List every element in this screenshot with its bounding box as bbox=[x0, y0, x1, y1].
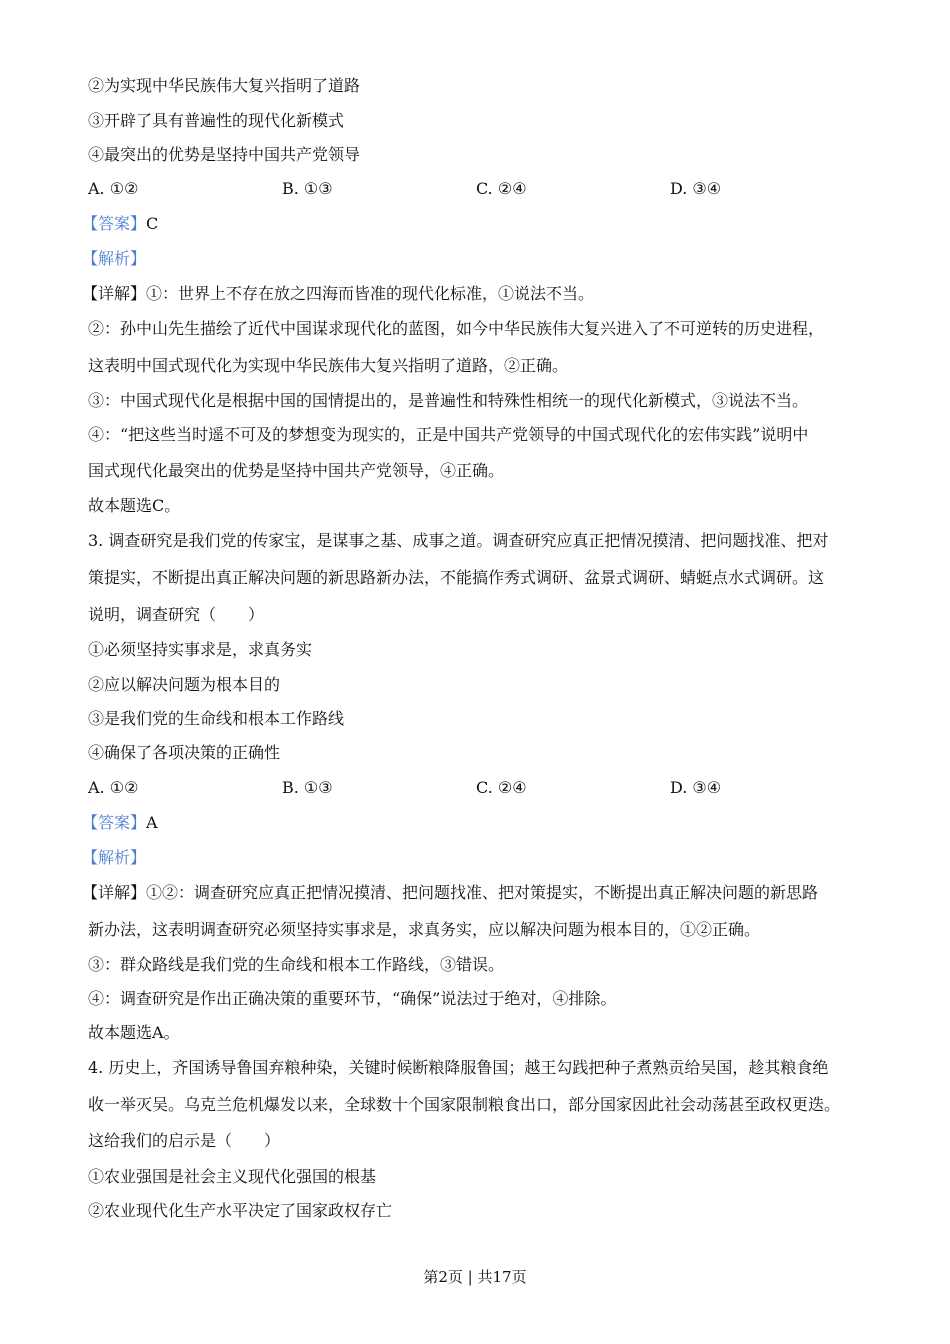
analysis-label: 【解析】 bbox=[82, 848, 147, 867]
q3-item: ③是我们党的生命线和根本工作路线 bbox=[88, 709, 345, 728]
answer-value: A bbox=[146, 813, 158, 832]
q4-item: ②农业现代化生产水平决定了国家政权存亡 bbox=[88, 1201, 393, 1220]
q3-item: ④确保了各项决策的正确性 bbox=[88, 743, 281, 762]
q4-item: ①农业强国是社会主义现代化强国的根基 bbox=[88, 1167, 377, 1186]
option-a: A. ①② bbox=[88, 179, 139, 198]
option-c: C. ②④ bbox=[476, 179, 527, 198]
q4-stem: 4. 历史上，齐国诱导鲁国弃粮种染，关键时候断粮降服鲁国；越王勾践把种子煮熟贡给吴国，趁其粮食绝 bbox=[88, 1058, 829, 1077]
option-b: B. ①③ bbox=[282, 778, 333, 797]
option-d: D. ③④ bbox=[670, 778, 722, 797]
detail-text: ①：世界上不存在放之四海而皆准的现代化标准，①说法不当。 bbox=[146, 284, 595, 303]
q2-item: ③开辟了具有普遍性的现代化新模式 bbox=[88, 111, 345, 130]
q2-answer bbox=[82, 214, 158, 234]
detail-text: ③：群众路线是我们党的生命线和根本工作路线，③错误。 bbox=[88, 955, 505, 974]
q3-stem: 3. 调查研究是我们党的传家宝，是谋事之基、成事之道。调查研究应真正把情况摸清、把问题找准、把对 bbox=[88, 531, 829, 550]
detail-label: 【详解】 bbox=[82, 284, 147, 303]
detail-text: ①②：调查研究应真正把情况摸清、把问题找准、把对策提实，不断提出真正解决问题的新思路 bbox=[146, 883, 819, 902]
answer-label: 【答案】 bbox=[82, 214, 147, 233]
q3-stem: 说明，调查研究（ ） bbox=[88, 605, 265, 624]
answer-label: 【答案】 bbox=[82, 813, 147, 832]
detail-text: 国式现代化最突出的优势是坚持中国共产党领导，④正确。 bbox=[88, 461, 505, 480]
page-footer: 第2页 | 共17页 bbox=[423, 1268, 527, 1286]
q2-item: ④最突出的优势是坚持中国共产党领导 bbox=[88, 145, 361, 164]
detail-text: ②：孙中山先生描绘了近代中国谋求现代化的蓝图，如今中华民族伟大复兴进入了不可逆转的历史进程， bbox=[88, 319, 825, 338]
detail-text: 故本题选A。 bbox=[88, 1023, 180, 1042]
detail-label: 【详解】 bbox=[82, 883, 147, 902]
option-a: A. ①② bbox=[88, 778, 139, 797]
detail-text: 这表明中国式现代化为实现中华民族伟大复兴指明了道路，②正确。 bbox=[88, 356, 569, 375]
q4-stem: 这给我们的启示是（ ） bbox=[88, 1131, 281, 1150]
option-c: C. ②④ bbox=[476, 778, 527, 797]
analysis-label: 【解析】 bbox=[82, 249, 147, 268]
q2-detail bbox=[82, 284, 594, 304]
q3-detail bbox=[82, 883, 818, 903]
q2-item: ②为实现中华民族伟大复兴指明了道路 bbox=[88, 76, 361, 95]
q3-answer bbox=[82, 813, 158, 833]
q3-item: ②应以解决问题为根本目的 bbox=[88, 675, 281, 694]
detail-text: ④：调查研究是作出正确决策的重要环节，“确保”说法过于绝对，④排除。 bbox=[88, 989, 617, 1008]
detail-text: ③：中国式现代化是根据中国的国情提出的，是普遍性和特殊性相统一的现代化新模式，③说法不当。 bbox=[88, 391, 809, 410]
q4-stem: 收一举灭吴。乌克兰危机爆发以来，全球数十个国家限制粮食出口，部分国家因此社会动荡甚至政权更迭。 bbox=[88, 1095, 841, 1114]
answer-value: C bbox=[146, 214, 159, 233]
q3-item: ①必须坚持实事求是，求真务实 bbox=[88, 640, 313, 659]
option-b: B. ①③ bbox=[282, 179, 333, 198]
q3-stem: 策提实，不断提出真正解决问题的新思路新办法，不能搞作秀式调研、盆景式调研、蜻蜓点水式调研。这 bbox=[88, 568, 825, 587]
detail-text: ④：“把这些当时遥不可及的梦想变为现实的，正是中国共产党领导的中国式现代化的宏伟实践”说明中 bbox=[88, 425, 809, 444]
detail-text: 故本题选C。 bbox=[88, 496, 181, 515]
option-d: D. ③④ bbox=[670, 179, 722, 198]
detail-text: 新办法，这表明调查研究必须坚持实事求是，求真务实，应以解决问题为根本目的，①②正确。 bbox=[88, 920, 761, 939]
